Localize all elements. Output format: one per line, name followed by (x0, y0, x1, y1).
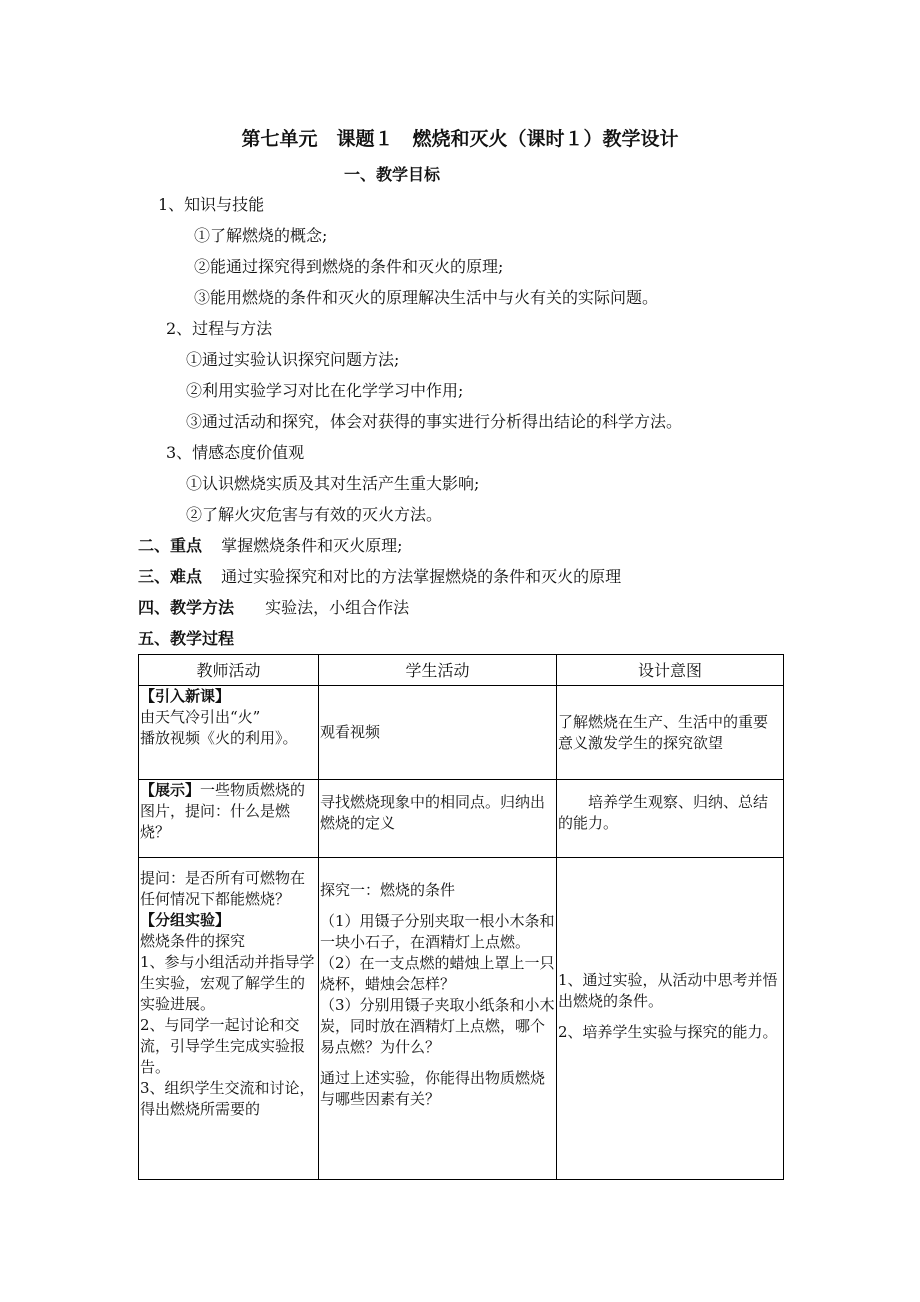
difficulty-text: 通过实验探究和对比的方法掌握燃烧的条件和灭火的原理 (221, 567, 622, 586)
header-student: 学生活动 (319, 655, 557, 686)
goal-process-2: ②利用实验学习对比在化学学习中作用; (186, 381, 464, 400)
row-tag: 【展示】 (140, 781, 201, 799)
teacher-text: 1、参与小组活动并指导学生实验，宏观了解学生的实验进展。 (140, 953, 315, 1013)
table-row (139, 858, 784, 1180)
teacher-text: 一些物质燃烧的图片，提问：什么是燃烧？ (140, 781, 306, 841)
student-cell: 观看视频 (319, 686, 557, 780)
process-label: 五、教学过程 (138, 629, 235, 648)
intent-cell: 培养学生观察、归纳、总结的能力。 (557, 780, 784, 858)
student-cell (319, 858, 557, 1180)
intent-text: 2、培养学生实验与探究的能力。 (558, 1023, 778, 1041)
goal-knowledge-1: ①了解燃烧的概念; (194, 226, 328, 245)
method-text: 实验法，小组合作法 (265, 598, 410, 617)
table-row (139, 780, 784, 858)
goal-process-3: ③通过活动和探究，体会对获得的事实进行分析得出结论的科学方法。 (186, 412, 683, 431)
teacher-text: 由天气冷引出“火” (140, 708, 261, 726)
page-title: 第七单元 课题１ 燃烧和灭火（课时１）教学设计 (241, 128, 679, 150)
goal-emotion-2: ②了解火灾危害与有效的灭火方法。 (186, 505, 443, 524)
goal-knowledge-3: ③能用燃烧的条件和灭火的原理解决生活中与火有关的实际问题。 (194, 288, 659, 307)
goal-knowledge-2: ②能通过探究得到燃烧的条件和灭火的原理; (194, 257, 504, 276)
header-teacher: 教师活动 (139, 655, 319, 686)
teacher-text: 播放视频《火的利用》。 (140, 729, 298, 747)
goal-emotion-heading: 3、情感态度价值观 (166, 443, 305, 462)
goal-knowledge-heading: 1、知识与技能 (158, 195, 265, 214)
row-tag: 【引入新课】 (140, 687, 231, 705)
method-label: 四、教学方法 (138, 598, 235, 617)
table-header-row (139, 655, 784, 686)
student-text: （1）用镊子分别夹取一根小木条和一块小石子，在酒精灯上点燃。 (320, 912, 555, 951)
teacher-text: 2、与同学一起讨论和交流，引导学生完成实验报告。 (140, 1016, 306, 1076)
key-point-label: 二、重点 (138, 536, 203, 555)
section-teaching-goals: 一、教学目标 (344, 165, 441, 184)
row-tag: 【分组实验】 (140, 911, 231, 929)
student-text: 通过上述实验，你能得出物质燃烧与哪些因素有关？ (320, 1069, 546, 1108)
student-text: （2）在一支点燃的蜡烛上罩上一只烧杯，蜡烛会怎样？ (320, 954, 555, 993)
student-text: 探究一：燃烧的条件 (320, 881, 456, 899)
student-cell: 寻找燃烧现象中的相同点。归纳出燃烧的定义 (319, 780, 557, 858)
teacher-text: 提问：是否所有可燃物在任何情况下都能燃烧？ (140, 869, 306, 908)
header-intent: 设计意图 (557, 655, 784, 686)
intent-cell: 了解燃烧在生产、生活中的重要意义激发学生的探究欲望 (557, 686, 784, 780)
teacher-cell (139, 780, 319, 858)
goal-process-heading: 2、过程与方法 (166, 319, 273, 338)
key-point-text: 掌握燃烧条件和灭火原理; (221, 536, 403, 555)
intent-text: 1、通过实验，从活动中思考并悟出燃烧的条件。 (558, 971, 778, 1010)
teacher-cell (139, 686, 319, 780)
difficulty-label: 三、难点 (138, 567, 203, 586)
process-table (138, 654, 784, 1180)
method-row (138, 595, 409, 618)
table-row (139, 686, 784, 780)
key-point-row (138, 533, 403, 556)
goal-process-1: ①通过实验认识探究问题方法; (186, 350, 400, 369)
difficulty-row (138, 564, 621, 587)
goal-emotion-1: ①认识燃烧实质及其对生活产生重大影响; (186, 474, 480, 493)
teacher-cell (139, 858, 319, 1180)
teacher-text: 燃烧条件的探究 (140, 932, 246, 950)
student-text: （3）分别用镊子夹取小纸条和小木炭，同时放在酒精灯上点燃，哪个易点燃？为什么？ (320, 996, 555, 1056)
intent-cell (557, 858, 784, 1180)
teacher-text: 3、组织学生交流和讨论，得出燃烧所需要的 (140, 1079, 315, 1118)
